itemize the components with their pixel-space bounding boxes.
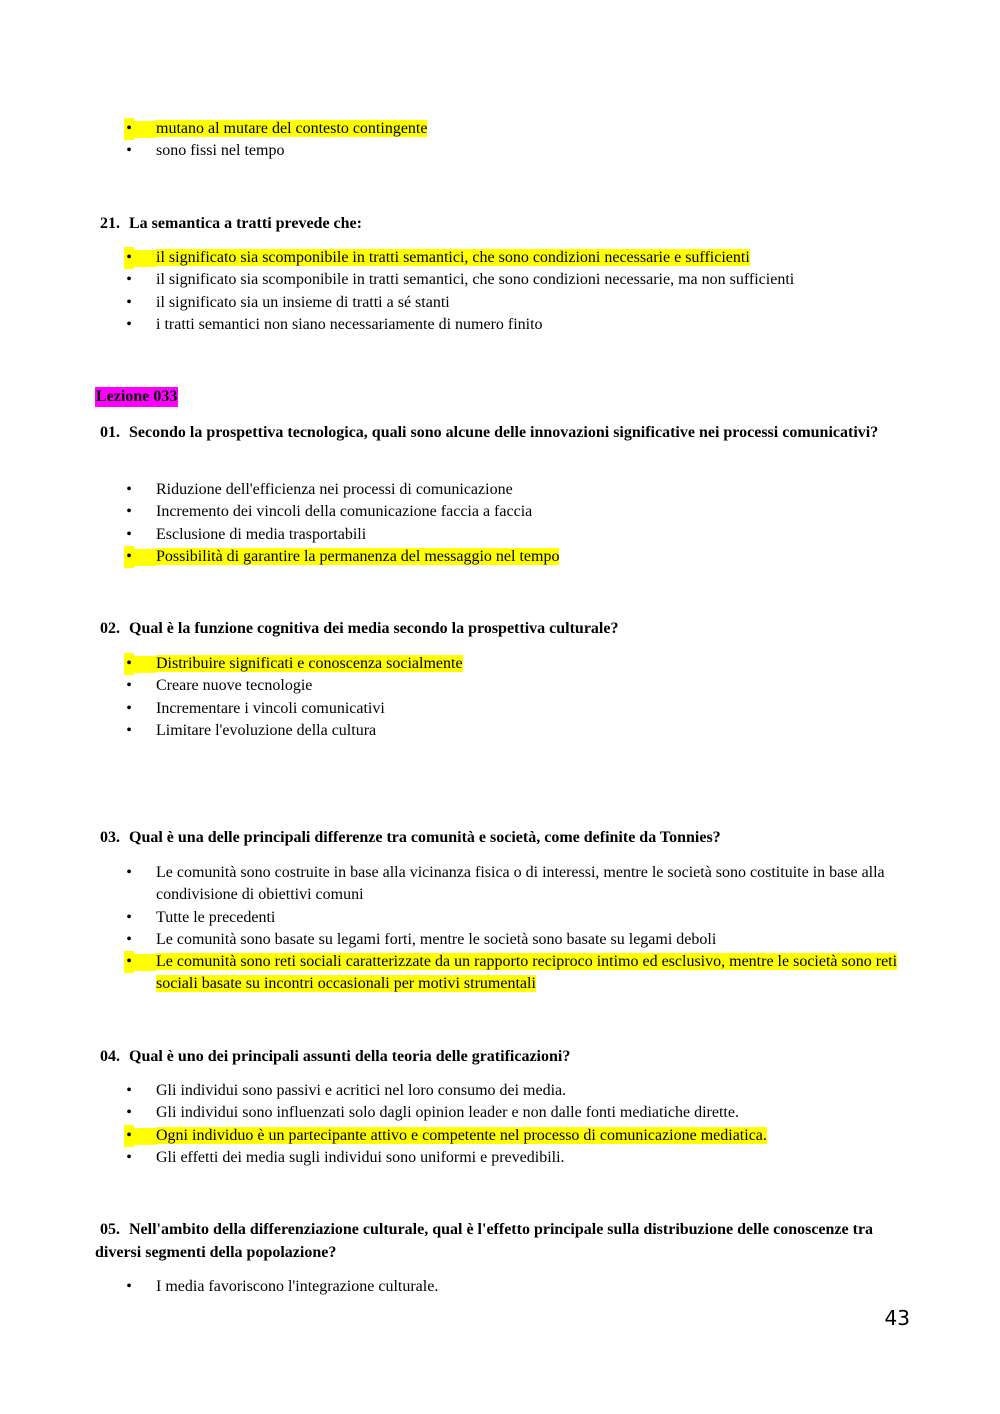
question-05 [0,1218,1000,1264]
answer-text: Incremento dei vincoli della comunicazione faccia a faccia [156,503,533,521]
question-number: 01. [100,424,120,441]
bullet-icon: • [126,271,132,289]
bullet-icon: • [124,118,134,140]
list-item [0,314,901,336]
list-item [0,524,901,546]
question-label: Qual è la funzione cognitiva dei media secondo la prospettiva culturale? [129,620,619,637]
answer-text: Incrementare i vincoli comunicativi [156,699,385,717]
list-item [0,1102,901,1124]
bullet-icon: • [126,293,132,311]
bullet-icon: • [126,908,132,926]
answer-text-correct: Distribuire significati e conoscenza socialmente [156,655,463,672]
question-text [95,1045,900,1068]
list-item [0,862,901,907]
answer-text-correct: il significato sia scomponibile in tratti semantici, che sono condizioni necessarie e sufficienti [156,249,750,266]
answer-text: il significato sia scomponibile in tratti semantici, che sono condizioni necessarie, ma non sufficienti [156,271,795,289]
answer-text: Le comunità sono costruite in base alla vicinanza fisica o di interessi, mentre le società sono costituite in base alla condivisione di obiettivi comuni [156,864,885,904]
list-item [0,1125,901,1147]
bullet-icon: • [126,142,132,160]
answer-text-correct: Ogni individuo è un partecipante attivo e competente nel processo di comunicazione mediatica. [156,1126,767,1144]
list-item [0,951,901,996]
list-item [0,653,901,675]
answer-text: Tutte le precedenti [156,908,276,926]
question-label: La semantica a tratti prevede che: [129,215,362,232]
list-item [0,1080,901,1102]
question-text [95,617,900,640]
answer-list-01 [0,479,1000,568]
bullet-icon: • [126,721,132,739]
answer-text: Limitare l'evoluzione della cultura [156,721,377,739]
bullet-icon: • [124,247,134,269]
answer-text: Le comunità sono basate su legami forti, mentre le società sono basate su legami deboli [156,930,717,948]
answer-text-correct: Le comunità sono reti sociali caratterizzate da un rapporto reciproco intimo ed esclusivo, mentre le società sono reti sociali basate su incontri occasionali per motivi strumentali [156,953,898,993]
list-item [0,501,901,523]
bullet-icon: • [124,653,134,675]
bullet-icon: • [126,1278,132,1295]
question-text [95,421,900,444]
question-21 [0,212,1000,235]
bullet-icon: • [126,677,132,695]
list-item [0,907,901,929]
answer-text: I media favoriscono l'integrazione culturale. [156,1278,439,1295]
question-label: Nell'ambito della differenziazione culturale, qual è l'effetto principale sulla distribuzione delle conoscenze tra diversi segmenti della popolazione? [95,1221,874,1261]
list-item [0,929,901,951]
answer-text: Gli individui sono influenzati solo dagli opinion leader e non dalle fonti mediatiche dirette. [156,1104,739,1122]
list-item [0,1276,901,1298]
answer-text: Gli effetti dei media sugli individui sono uniformi e prevedibili. [156,1148,565,1166]
answer-list-21 [0,247,1000,336]
list-item [0,546,901,568]
bullet-icon: • [126,699,132,717]
question-text [95,212,900,235]
answer-text: Esclusione di media trasportabili [156,525,367,543]
bullet-icon: • [124,1125,134,1147]
bullet-icon: • [126,1148,132,1166]
list-item [0,479,901,501]
answer-text: Gli individui sono passivi e acritici nel loro consumo dei media. [156,1082,567,1099]
question-number: 03. [100,829,120,846]
question-label: Secondo la prospettiva tecnologica, quali sono alcune delle innovazioni significative nei processi comunicativi? [129,424,879,441]
question-label: Qual è uno dei principali assunti della teoria delle gratificazioni? [129,1048,571,1065]
question-01 [0,421,1000,444]
question-label: Qual è una delle principali differenze tra comunità e società, come definite da Tonnies? [129,829,721,846]
answer-list-03 [0,862,1000,996]
list-item [0,247,901,269]
question-03 [0,826,1000,849]
answer-list-continued [0,118,1000,163]
answer-text-correct: Possibilità di garantire la permanenza del messaggio nel tempo [156,547,560,565]
answer-list-04 [0,1080,1000,1169]
bullet-icon: • [126,315,132,333]
bullet-icon: • [126,1104,132,1122]
answer-text: i tratti semantici non siano necessariamente di numero finito [156,315,543,333]
answer-text: il significato sia un insieme di tratti a sé stanti [156,293,450,311]
page-number: 43 [884,1306,910,1330]
list-item [0,292,901,314]
answer-text: Creare nuove tecnologie [156,677,313,695]
list-item [0,698,901,720]
list-item [0,720,901,742]
answer-text: Riduzione dell'efficienza nei processi di comunicazione [156,481,513,498]
question-04 [0,1045,1000,1068]
bullet-icon: • [124,951,134,973]
bullet-icon: • [126,864,132,881]
list-item [0,675,901,697]
bullet-icon: • [126,1082,132,1099]
bullet-icon: • [126,930,132,948]
answer-list-02 [0,653,1000,742]
list-item [0,140,901,162]
question-number: 04. [100,1048,120,1065]
list-item [0,1147,901,1169]
bullet-icon: • [124,546,134,568]
bullet-icon: • [126,481,132,498]
lesson-heading: Lezione 033 [96,388,178,405]
bullet-icon: • [126,503,132,521]
list-item [0,118,901,140]
question-text [95,826,900,849]
bullet-icon: • [126,525,132,543]
question-text [95,1218,900,1264]
list-item [0,269,901,291]
answer-text: sono fissi nel tempo [156,142,285,160]
answer-text-correct: mutano al mutare del contesto contingente [156,120,428,137]
question-number: 21. [100,215,120,232]
question-number: 05. [100,1221,120,1238]
answer-list-05 [0,1276,1000,1298]
question-number: 02. [100,620,120,637]
question-02 [0,617,1000,640]
